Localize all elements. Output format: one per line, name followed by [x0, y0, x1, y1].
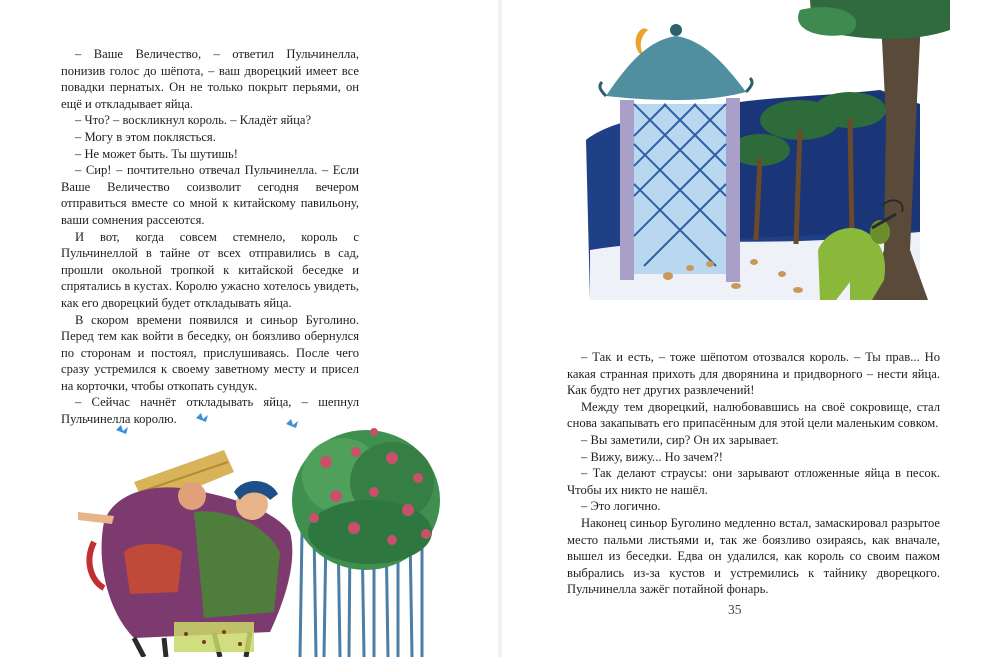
paragraph: Между тем дворецкий, налюбовавшись на своё сокровище, стал снова закапывать его припасённым для этой цели маленьким совком. [567, 399, 940, 431]
paragraph: – Вижу, вижу... Но зачем?! [581, 449, 723, 464]
paragraph: – Ваше Величество, – ответил Пульчинелла, понизив голос до шёпота, – ваш дворецкий имеет все повадки пернатых. Он не только покрыт перьями, он ещё и откладывает яйца. [61, 47, 359, 111]
left-page-text [61, 46, 359, 428]
paragraph: – Это логично. [581, 499, 661, 514]
paragraph: – Сир! – почтительно отвечал Пульчинелла. – Если Ваше Величество соизволит сегодня вечером отправиться вместе со мной к китайскому павильону, ваши сомнения рассеются. [61, 163, 359, 227]
illustration-pavilion [550, 0, 950, 320]
page-number: 35 [728, 602, 742, 617]
paragraph: И вот, когда совсем стемнело, король с Пульчинеллой в тайне от всех отправились в сад, прошли окольной тропкой к китайской беседке и спрятались в кустах. Королю ужасно хотелось увидеть, как его дворецкий будет откладывать яйца. [61, 229, 359, 310]
right-page-text [567, 349, 940, 598]
paragraph: – Что? – воскликнул король. – Кладёт яйца? [75, 113, 312, 128]
right-page [500, 0, 1001, 657]
paragraph: – Так и есть, – тоже шёпотом отозвался король. – Ты прав... Но какая странная прихоть для дворянина и придворного – нести яйца. Как будто нет других развлечений! [567, 350, 940, 398]
left-page [0, 0, 500, 657]
illustration-rose-bush [74, 412, 454, 657]
paragraph: – Вы заметили, сир? Он их зарывает. [581, 432, 779, 447]
paragraph: – Не может быть. Ты шутишь! [75, 146, 238, 161]
paragraph: – Сейчас начнёт откладывать яйца, – шепнул Пульчинелла королю. [61, 395, 359, 427]
paragraph: – Могу в этом поклясться. [75, 129, 216, 144]
paragraph: – Так делают страусы: они зарывают отложенные яйца в песок. Чтобы их никто не нашёл. [567, 466, 940, 497]
paragraph: В скором времени появился и синьор Буголино. Перед тем как войти в беседку, он боязливо обернулся по сторонам и постоял, прислушиваясь. После чего сразу устремился к своему заветному месту и присел на корточки, чтобы откопать сундук. [61, 312, 359, 393]
paragraph: Наконец синьор Буголино медленно встал, замаскировал разрытое место пальми листьями и, так же боязливо озираясь, как вначале, вышел из беседки. Едва он удалился, как король со своим пажом выбрались из-за кустов и устремились к тайнику дворецкого. Пульчинелла зажёг потайной фонарь. [567, 515, 940, 597]
